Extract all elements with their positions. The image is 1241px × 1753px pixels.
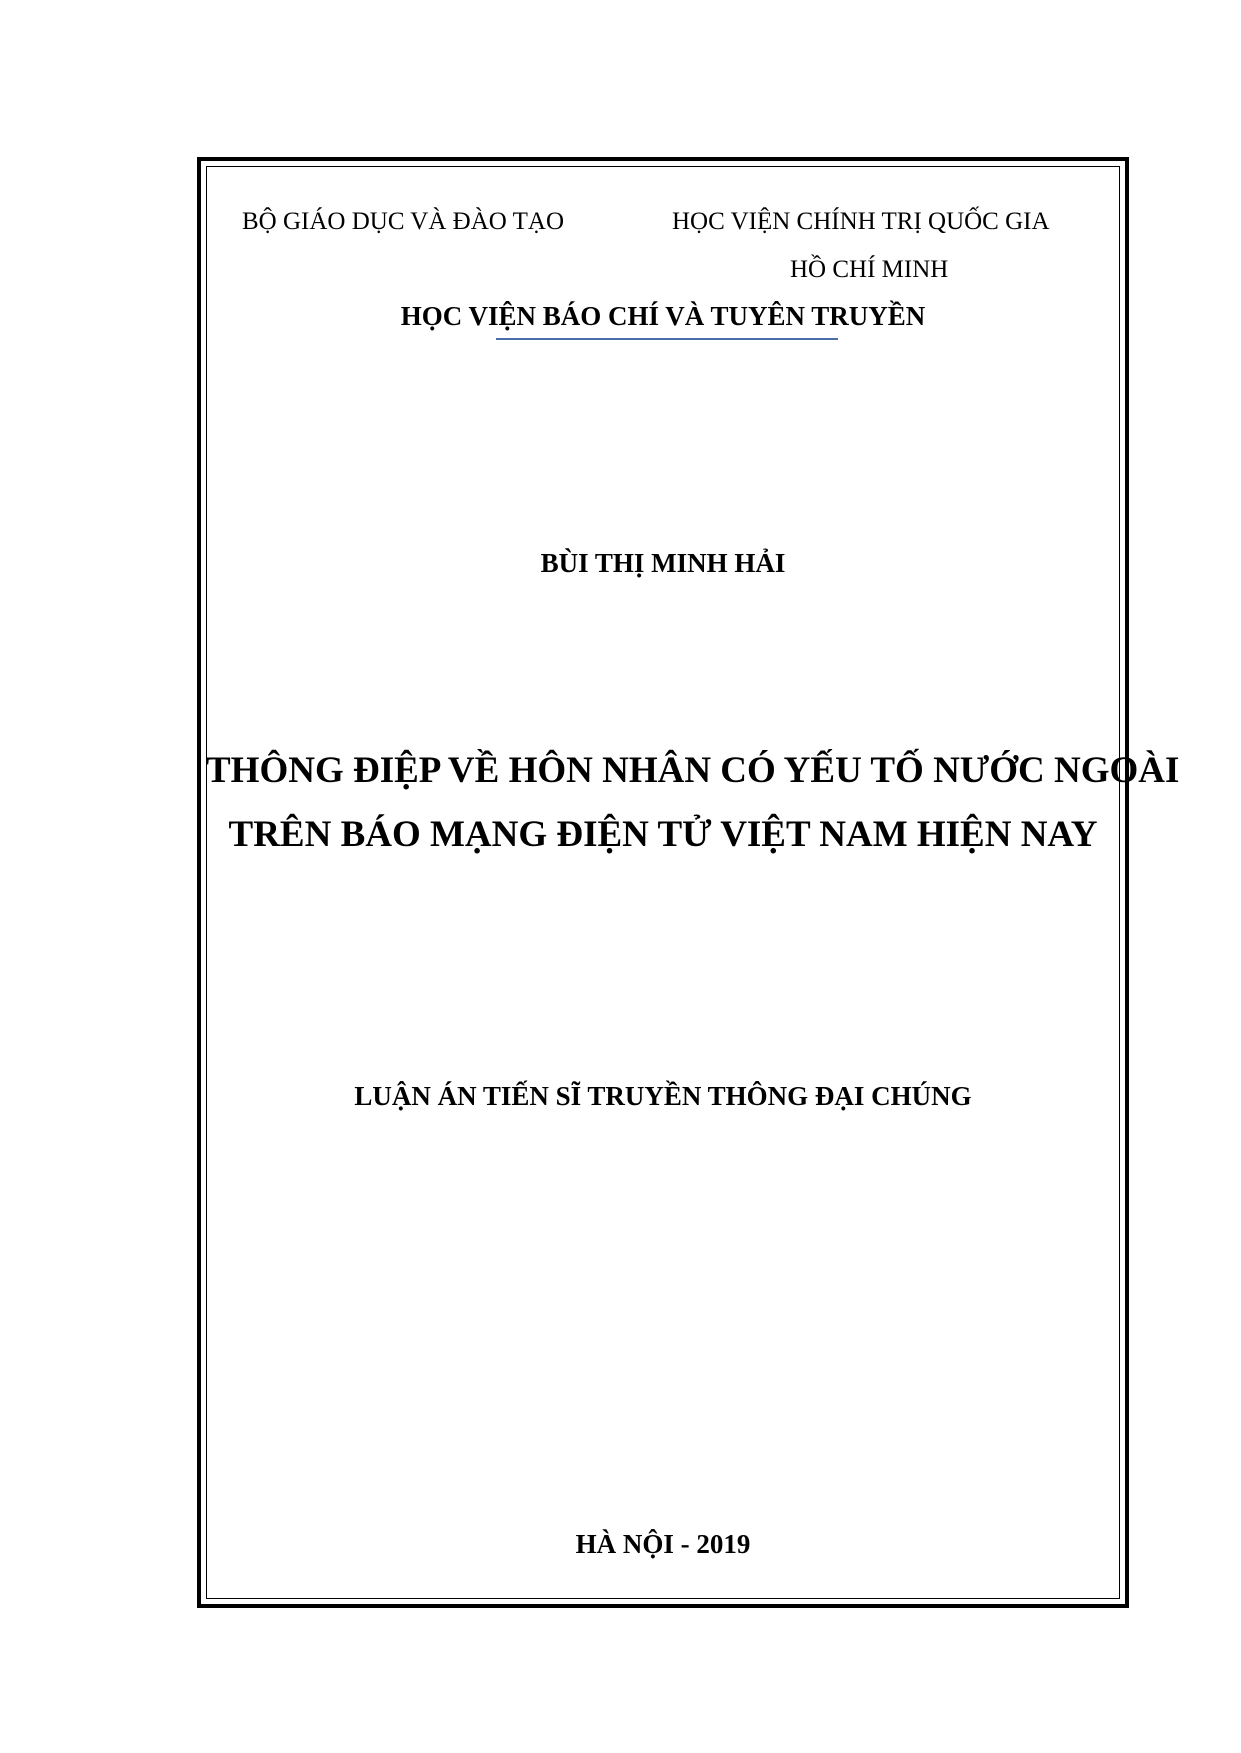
institute-underline [496,338,838,340]
author-name: BÙI THỊ MINH HẢI [540,548,786,578]
thesis-title-line1: THÔNG ĐIỆP VỀ HÔN NHÂN CÓ YẾU TỐ NƯỚC NGOÀI [206,750,1180,791]
thesis-title-line2: TRÊN BÁO MẠNG ĐIỆN TỬ VIỆT NAM HIỆN NAY [228,814,1098,855]
page-border-inner [206,166,1180,1599]
place-and-year: HÀ NỘI - 2019 [575,1529,751,1559]
degree-label: LUẬN ÁN TIẾN SĨ TRUYỀN THÔNG ĐẠI CHÚNG [354,1081,972,1111]
institute-name: HỌC VIỆN BÁO CHÍ VÀ TUYÊN TRUYỀN [400,301,926,331]
academy-name-line1: HỌC VIỆN CHÍNH TRỊ QUỐC GIA [672,208,1050,235]
academy-name-line2: HỒ CHÍ MINH [790,256,949,283]
ministry-name: BỘ GIÁO DỤC VÀ ĐÀO TẠO [242,208,564,235]
